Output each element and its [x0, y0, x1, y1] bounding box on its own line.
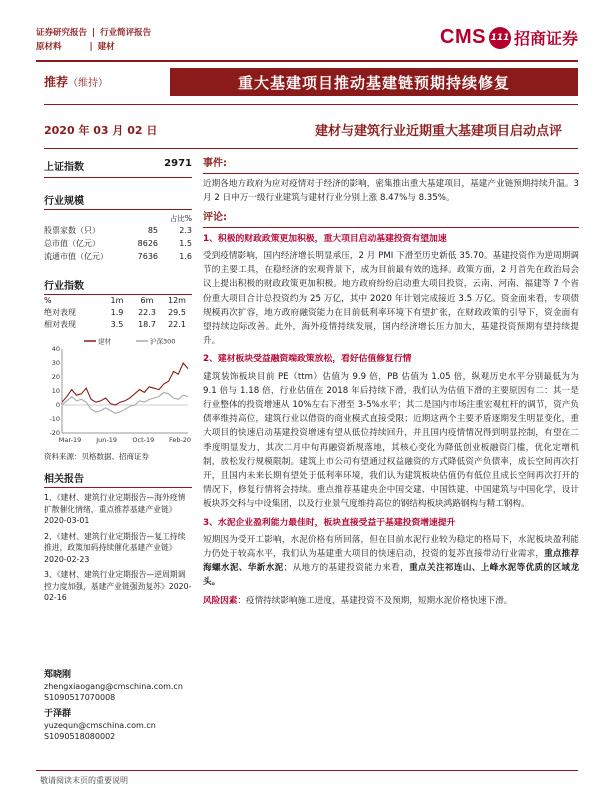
section-3-heading: 3、水泥企业盈利能力最佳时，板块直接受益于基建投资增速提升 [203, 517, 456, 528]
tag-report-type: 证券研究报告 [36, 28, 88, 38]
comment-heading: 评论: [203, 206, 579, 228]
event-text: 近期各地方政府为应对疫情对于经济的影响，密集推出重大基建项目，基建产业链预期持续升温。3 月 2 日申万一级行业建筑与建材行业分别上涨 8.47%与 8.35%。 [203, 179, 579, 204]
scale-share: 2.3 [179, 226, 192, 235]
section-3-pick-2: 重点关注祁连山、上峰水泥等优质的区域龙头。 [203, 563, 579, 588]
related-report-item: 3、《建材、建筑行业定期报告—逆周期调控力度加强，基建产业链强劲复苏》2020-02-16 [44, 570, 192, 602]
event-heading: 事件: [203, 152, 579, 174]
logo-text-cn: 招商证券 [513, 29, 578, 48]
perf-header-cell: % [44, 296, 52, 305]
x-tick-label: Mar-19 [58, 436, 82, 444]
footer-note: 敬请阅读末页的重要说明 [40, 776, 128, 785]
y-tick-label: 40 [51, 345, 60, 353]
report-title: 重大基建项目推动基建链预期持续修复 [170, 68, 578, 96]
perf-header-row [44, 295, 192, 307]
index-row [44, 152, 192, 178]
legend-label: 沪深300 [150, 337, 176, 346]
chart-source: 资料来源：贝格数据、招商证券 [44, 452, 149, 461]
y-tick-label: -10 [49, 415, 60, 423]
y-tick-label: -20 [49, 429, 60, 437]
perf-cell: 29.5 [168, 308, 186, 317]
legend-label: 建材 [98, 337, 111, 346]
related-reports [44, 492, 192, 604]
analyst-name: 于泽群 [44, 708, 72, 719]
perf-cell: 3.5 [110, 320, 124, 329]
perf-cell: 22.1 [168, 320, 186, 329]
logo-text-en: CMS [440, 26, 486, 48]
report-date: 2020 年 03 月 02 日 [44, 124, 158, 137]
scale-label: 总市值（亿元） [44, 239, 100, 248]
related-report-item: 2、《建材、建筑行业定期报告—复工持续推进，政策加码持续催化基建产业链》2020-02-23 [44, 531, 186, 564]
scale-value: 8626 [137, 239, 158, 248]
scale-unit: 占比% [169, 214, 192, 223]
scale-share: 1.6 [179, 252, 192, 261]
related-report-item: 1、《建材、建筑行业定期报告—海外疫情扩散催化情绪，重点推荐基建产业链》2020-03-01 [44, 493, 186, 525]
risk-text: ：疫情持续影响施工进度，基建投资不及预期，短期水泥价格快速下滑。 [237, 595, 513, 606]
section-3-text-a: 短期因为受开工影响，水泥价格有所回落，但在目前水泥行业较为稳定的格局下，水泥板块盈利能力仍处于较高水平，我们认为基建重大项目的快速启动，投资的复苏直接带动行业需求， [203, 534, 579, 560]
series-line [62, 363, 188, 405]
section-2-text: 建筑装饰板块目前 PE（ttm）估值为 9.9 倍，PB 估值为 1.05 倍，纵观历史水平分别最低为为 9.1 倍与 1.18 倍，行业估值在 2018 年后持续下滑，我们认为估值下滑的主要原因有二：其一是行业整体的投资增速从 10%左右下滑至 3-5%水平；其二是国内市场注重宏观杠杆的调节，资产负债率维持高位，建筑行业以借资的商业模式直接受限；近期这两个主要矛盾逐期发生明显变化，重大项目的快速启动基建投资增速有望从低位持续回升，并且国内疫情情况得到明显控制，有望在二季度明显发力，其次二月中旬再融资新规落地，其核心变化为降低创业板融资门槛，优化定增机制，放松发行规模限制。建筑上市公司有望通过权益融资的方式降低资产负债率，成长空间再次打开，且国内未来长期有望处于低利率环境，我们认为建筑板块估值仍有低位且成长空间再次打开的情况下，修复行情将会持续。重点推荐基建央企中国交建、中国铁建、中国建筑与中国化学，设计板块苏交科与中设集团，以及行业景气度维持高位的钢结构板块鸿路钢构与精工钢构。 [203, 371, 579, 510]
scale-value: 7636 [137, 252, 158, 261]
scale-share: 1.5 [179, 239, 192, 248]
related-heading: 相关报告 [44, 470, 192, 488]
perf-cell: 22.3 [138, 308, 156, 317]
y-tick-label: 10 [51, 387, 60, 395]
title-divider [44, 104, 578, 105]
report-tags: 证券研究报告 | 行业简评报告 原材料 | 建材 [36, 28, 152, 52]
tag-report-kind: 行业简评报告 [100, 28, 152, 38]
scale-table [44, 224, 192, 263]
analyst-name: 郑晓刚 [44, 669, 72, 680]
subtitle-divider [44, 148, 578, 149]
perf-cell: 18.7 [138, 320, 156, 329]
rating [44, 73, 108, 90]
analyst-card [44, 709, 192, 742]
index-chart-svg [44, 335, 192, 447]
perf-header-cell: 12m [168, 296, 186, 305]
analyst-email: zhengxiaogang@cmschina.com.cn [44, 681, 183, 691]
perf-row [44, 319, 192, 331]
tag-sector: 原材料 [36, 42, 62, 52]
rating-sub: （维持） [68, 78, 109, 89]
scale-value: 85 [147, 226, 158, 235]
scale-label: 流通市值（亿元） [44, 252, 108, 261]
analyst-id: S1090517070008 [44, 692, 116, 702]
section-3-text-c: ；从地方的基建投资能力来看， [283, 563, 410, 574]
x-tick-label: Jun-19 [96, 436, 118, 444]
perf-cell: 1.9 [110, 308, 124, 317]
rating-value: 推荐 [44, 75, 69, 89]
risk-factors [203, 594, 579, 608]
x-tick-label: Feb-20 [168, 436, 192, 444]
tag-industry: 建材 [97, 42, 115, 52]
scale-row [44, 250, 192, 263]
perf-cell: 绝对表现 [44, 308, 76, 317]
y-tick-label: 0 [55, 401, 60, 409]
risk-label: 风险因素 [203, 595, 238, 606]
perf-heading: 行业指数 [44, 277, 192, 295]
analyst-card [44, 670, 192, 703]
section-1-text: 受到疫情影响，国内经济增长明显承压，2 月 PMI 下滑至历史新低 35.70。基建投资作为逆周期调节的主要工具，在稳经济的宏观背景下，成为目前最有效的选择。政策方面，2 月首先在政治局会议上提出积极的财政政策更加积极。地方政府纷纷启动重大项目投资，云南、河南、福建等 7 个省份重大项目合计总投资约为 25 万亿，其中 2020 年计划完成接近 3.5 万亿。资金面来看，专项债规模再次扩容，地方政府融资能力在目前低利率环境下有望扩张，在财政政策的引导下，资金面有望持续边际改善。此外，海外疫情持续发展，国内经济增长压力加大，基建投资预期有望持续提升。 [203, 251, 579, 347]
series-line [62, 392, 188, 413]
analysts [44, 670, 192, 742]
x-tick-label: Oct-19 [132, 436, 155, 444]
perf-row [44, 307, 192, 319]
logo-seal-icon: 111 [489, 27, 511, 49]
main-content [203, 152, 579, 608]
scale-row [44, 224, 192, 237]
analyst-id: S1090518080002 [44, 731, 116, 741]
perf-cell: 相对表现 [44, 320, 76, 329]
section-3-pick-1: 重点推荐海螺水泥、华新水泥 [203, 549, 579, 574]
footer-divider [36, 770, 578, 771]
y-tick-label: 20 [51, 373, 60, 381]
section-3-text [203, 533, 579, 590]
index-chart [44, 335, 192, 449]
section-2-heading: 2、建材板块受益融资端政策放松，看好估值修复行情 [203, 354, 412, 365]
perf-header-cell: 1m [110, 296, 124, 305]
perf-header-cell: 6m [140, 296, 154, 305]
scale-heading: 行业规模 [44, 192, 192, 210]
cms-logo [440, 26, 578, 49]
perf-table [44, 295, 192, 331]
analyst-email: yuzequn@cmschina.com.cn [44, 720, 156, 730]
report-subtitle: 建材与建筑行业近期重大基建项目启动点评 [314, 124, 562, 139]
section-1-heading: 1、积极的财政政策更加积极，重大项目启动基建投资有望加速 [203, 233, 447, 244]
header-divider [36, 60, 578, 62]
index-label: 上证指数 [44, 162, 84, 173]
scale-label: 股票家数（只） [44, 226, 100, 235]
index-value: 2971 [164, 158, 192, 169]
scale-row [44, 237, 192, 250]
sidebar [44, 152, 192, 748]
y-tick-label: 30 [51, 359, 60, 367]
